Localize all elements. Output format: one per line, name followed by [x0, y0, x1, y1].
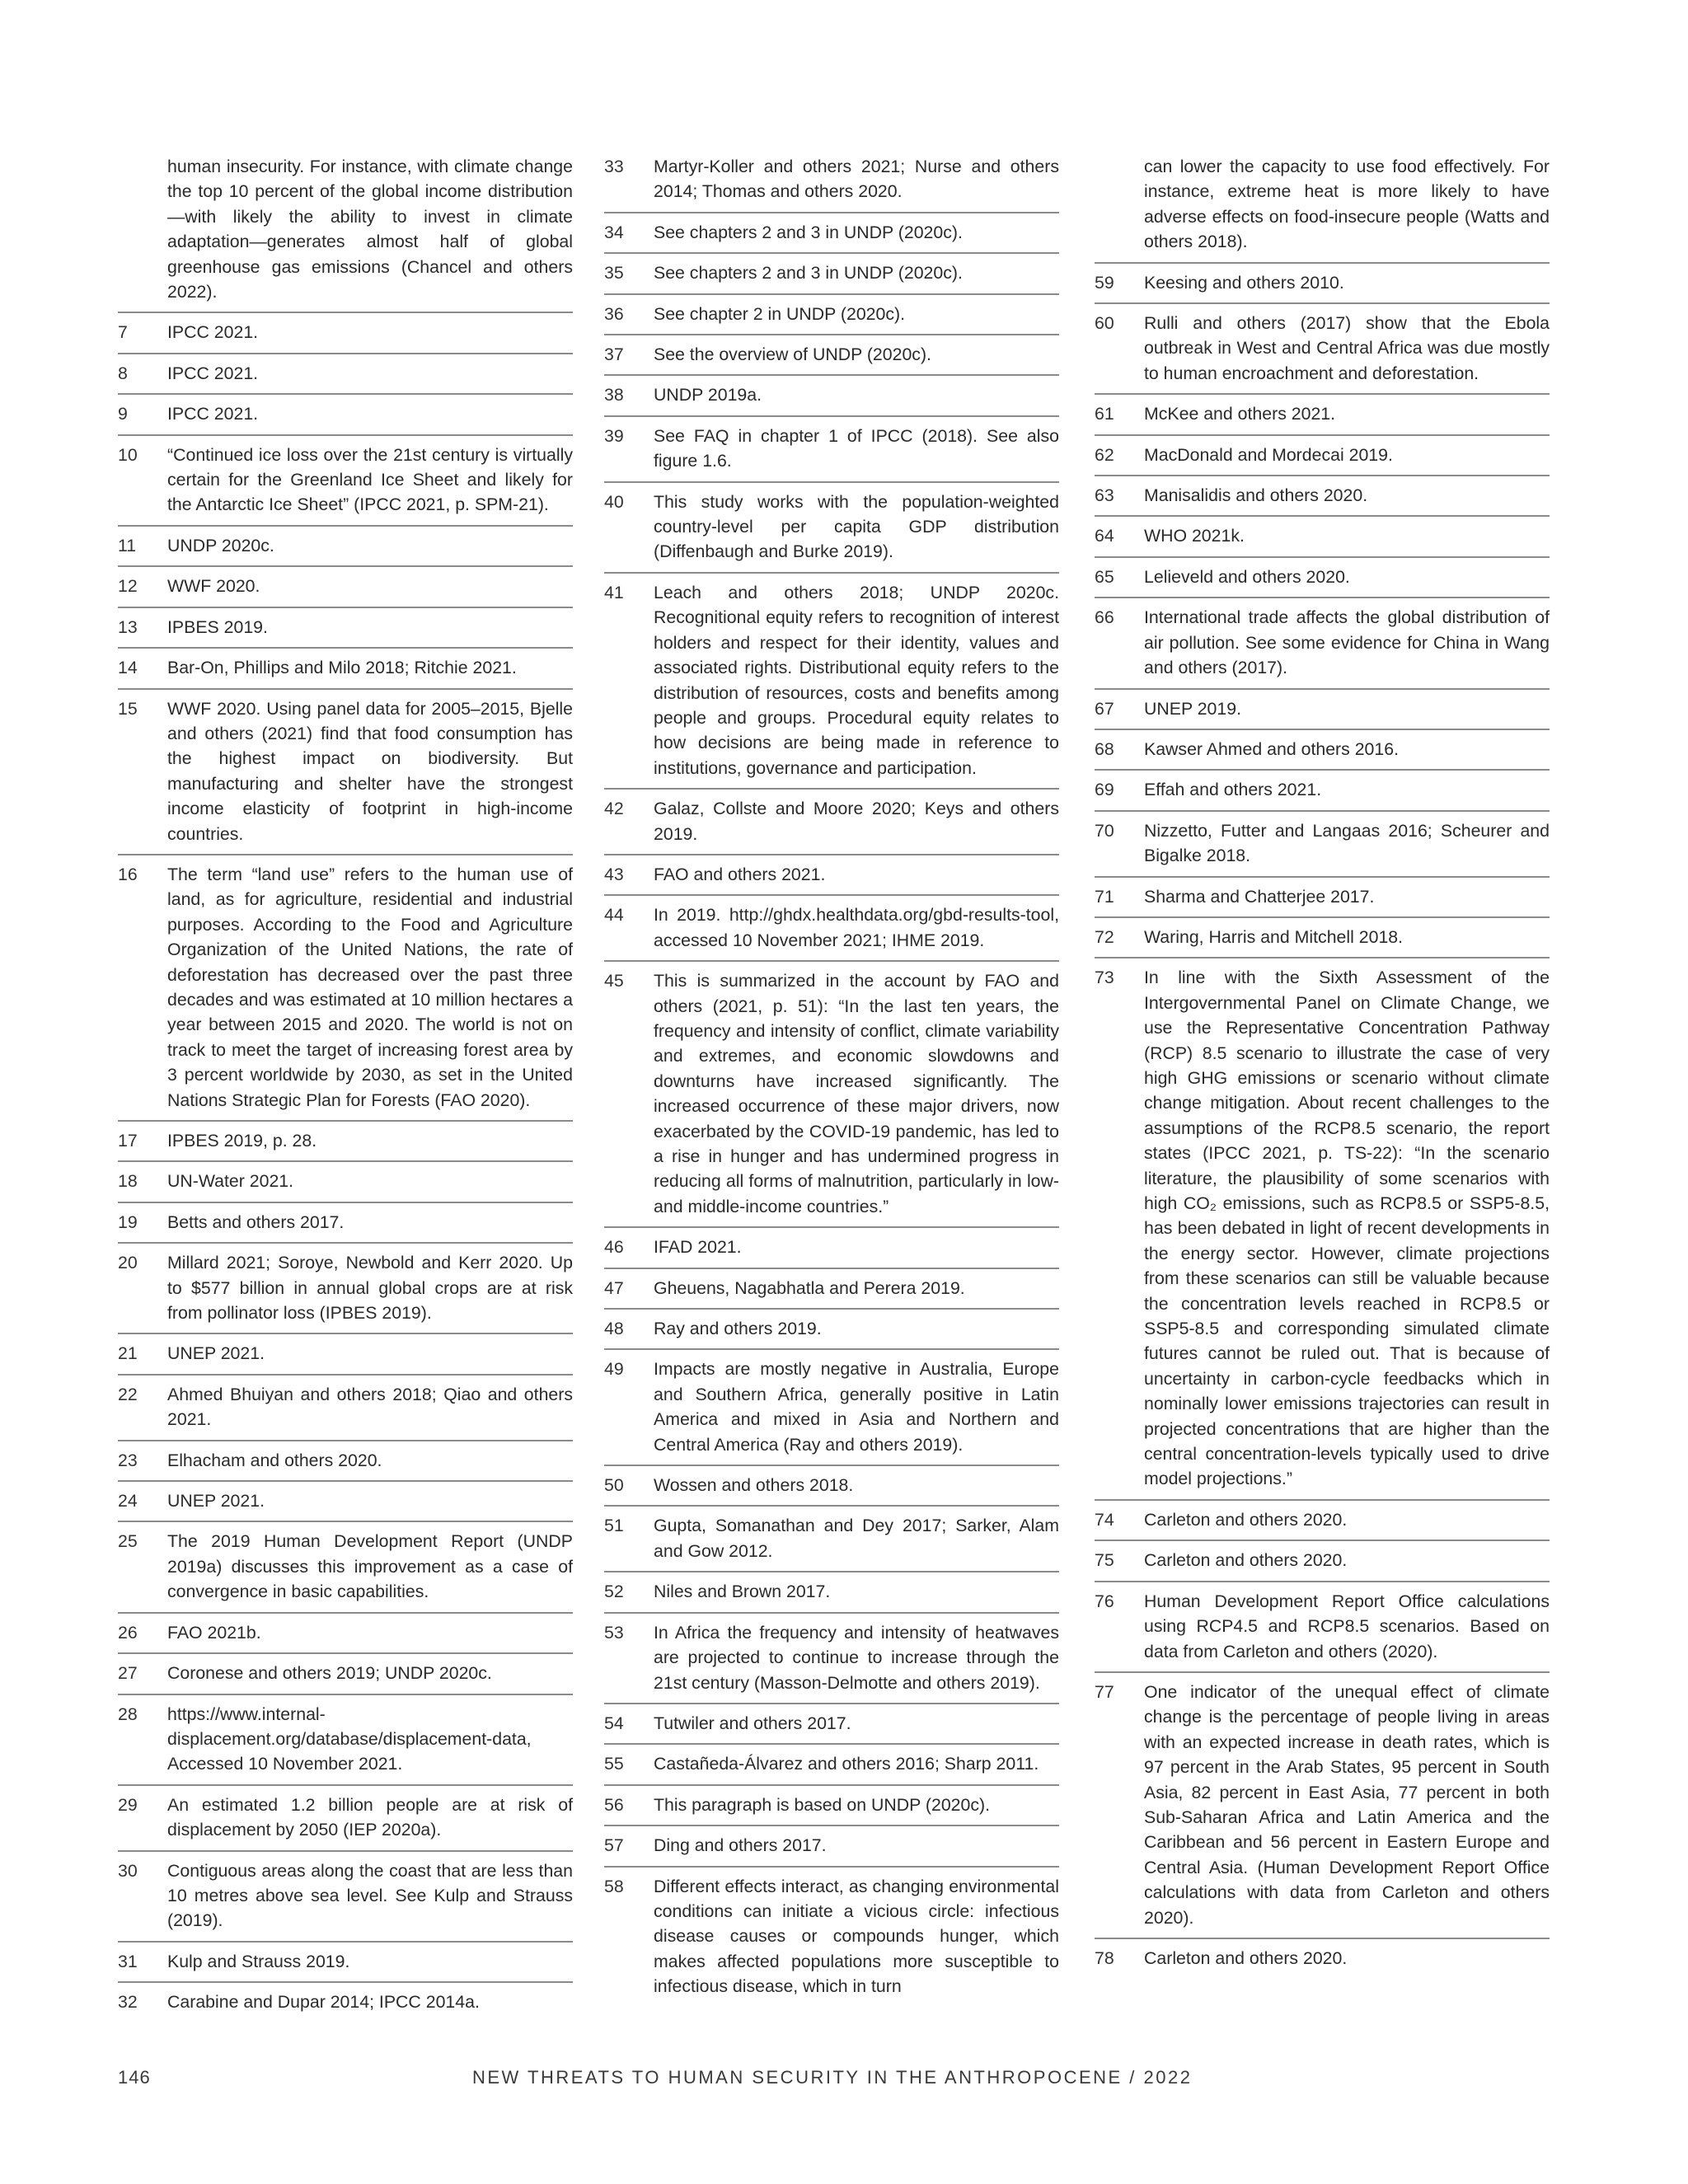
note-number: 16 [118, 864, 138, 884]
note-text: Rulli and others (2017) show that the Ebola outbreak in West and Central Africa was due mostly to human encroachment and deforestation. [1144, 313, 1550, 383]
note-text: IFAD 2021. [654, 1237, 742, 1258]
note-item [604, 574, 1059, 790]
note-text: See the overview of UNDP (2020c). [654, 344, 931, 365]
note-item [1095, 476, 1550, 517]
note-item [118, 1654, 573, 1694]
note-item [604, 855, 1059, 896]
note-number: 70 [1095, 820, 1114, 841]
note-item [604, 1350, 1059, 1466]
note-text: Carabine and Dupar 2014; IPCC 2014a. [167, 1992, 480, 2013]
note-number: 18 [118, 1171, 138, 1192]
note-text: Contiguous areas along the coast that are less than 10 metres above sea level. See Kulp and Strauss (2019). [167, 1860, 573, 1931]
note-text: Wossen and others 2018. [654, 1475, 854, 1496]
note-text: Carleton and others 2020. [1144, 1509, 1348, 1530]
note-number: 10 [118, 444, 138, 465]
note-text: Bar-On, Phillips and Milo 2018; Ritchie 2021. [167, 658, 517, 678]
note-number: 41 [604, 582, 624, 602]
note-number: 19 [118, 1212, 138, 1232]
note-item [604, 1310, 1059, 1350]
note-item [1095, 1939, 1550, 1978]
note-item [604, 1269, 1059, 1310]
note-text: See chapter 2 in UNDP (2020c). [654, 303, 906, 324]
note-text: UNEP 2021. [167, 1491, 265, 1511]
note-item [118, 527, 573, 567]
note-item [118, 1203, 573, 1244]
note-item [118, 1162, 573, 1202]
note-text: Sharma and Chatterjee 2017. [1144, 886, 1375, 907]
note-number: 43 [604, 864, 624, 884]
note-item [1095, 395, 1550, 435]
note-text: In line with the Sixth Assessment of the Intergovernmental Panel on Climate Change, we use the Representative Concentration Pathway (RCP) 8.5 scenario to illustrate the case of very high GHG emissions or scenario without climate change mitigation. About recent challenges to the assumptions of the RCP8.5 scenario, the report states (IPCC 2021, p. TS-22): “In the scenario literature, the plausibility of some scenarios with high CO₂ emissions, such as RCP8.5 or SSP5-8.5, has been debated in light of recent developments in the energy sector. However, climate projections from these scenarios can still be valuable because the concentration levels reached in RCP8.5 or SSP5-8.5 and corresponding simulated climate futures cannot be ruled out. That is because of uncertainty in carbon-cycle feedbacks which in nominally lower emissions trajectories can result in projected concentrations that are higher than the central concentration-levels typically used to drive model projections.” [1144, 968, 1550, 1489]
note-text: Niles and Brown 2017. [654, 1582, 831, 1602]
note-number: 20 [118, 1253, 138, 1273]
note-text: International trade affects the global distribution of air pollution. See some evidence for China in Wang and others (2017). [1144, 607, 1550, 678]
note-text: UNDP 2020c. [167, 535, 274, 555]
note-item [1095, 1582, 1550, 1673]
note-text: Kawser Ahmed and others 2016. [1144, 738, 1400, 759]
note-item [604, 1466, 1059, 1507]
note-number: 60 [1095, 313, 1114, 334]
note-item [604, 1507, 1059, 1572]
note-text: IPCC 2021. [167, 322, 259, 343]
note-text: UNEP 2019. [1144, 698, 1241, 719]
note-number: 69 [1095, 780, 1114, 800]
note-text: Ray and others 2019. [654, 1319, 822, 1339]
note-item [604, 1614, 1059, 1704]
note-item [604, 962, 1059, 1228]
note-number: 36 [604, 303, 624, 324]
note-item [1095, 304, 1550, 395]
note-text: Impacts are mostly negative in Australia, Europe and Southern Africa, generally positive in Latin America and mixed in Asia and Northern and Central America (Ray and others 2019). [654, 1359, 1059, 1455]
note-number: 66 [1095, 607, 1114, 628]
note-item [1095, 771, 1550, 811]
note-number: 52 [604, 1582, 624, 1602]
note-text: “Continued ice loss over the 21st century is virtually certain for the Greenland Ice Sheet and likely for the Antarctic Ice Sheet” (IPCC 2021, p. SPM-21). [167, 444, 573, 515]
note-text: Tutwiler and others 2017. [654, 1713, 851, 1733]
note-item [1095, 1501, 1550, 1541]
note-number: 17 [118, 1131, 138, 1151]
note-number: 14 [118, 658, 138, 678]
note-number: 67 [1095, 698, 1114, 719]
note-text: Castañeda-Álvarez and others 2016; Sharp 2011. [654, 1754, 1039, 1774]
note-number: 28 [118, 1704, 138, 1724]
note-number: 71 [1095, 886, 1114, 907]
note-number: 7 [118, 322, 128, 343]
note-number: 8 [118, 363, 128, 383]
note-number: 12 [118, 576, 138, 597]
note-item [1095, 1541, 1550, 1582]
note-text: UNEP 2021. [167, 1343, 265, 1364]
note-text: McKee and others 2021. [1144, 404, 1336, 424]
note-number: 35 [604, 263, 624, 284]
note-number: 64 [1095, 526, 1114, 546]
note-number: 46 [604, 1237, 624, 1258]
note-item [118, 395, 573, 435]
note-item [604, 417, 1059, 483]
note-item [118, 1786, 573, 1852]
note-number: 29 [118, 1794, 138, 1815]
note-number: 47 [604, 1277, 624, 1298]
note-text: The 2019 Human Development Report (UNDP 2019a) discusses this improvement as a case of convergence in basic capabilities. [167, 1531, 573, 1602]
note-item [118, 690, 573, 855]
note-text: This is summarized in the account by FAO and others (2021, p. 51): “In the last ten years, the frequency and intensity of conflict, climate variability and extremes, and economic slowdowns and downturns have increased significantly. The increased occurrence of these major drivers, now exacerbated by the COVID-19 pandemic, has led to a rise in hunger and has undermined progress in reducing all forms of malnutrition, particularly in low- and middle-income countries.” [654, 971, 1059, 1216]
note-item [118, 1695, 573, 1786]
note-item [118, 1244, 573, 1334]
note-number: 45 [604, 971, 624, 991]
note-continuation [1095, 154, 1550, 264]
note-item [604, 1786, 1059, 1826]
note-text: Nizzetto, Futter and Langaas 2016; Scheurer and Bigalke 2018. [1144, 820, 1550, 866]
note-text: This paragraph is based on UNDP (2020c). [654, 1794, 991, 1815]
note-item [118, 1122, 573, 1162]
note-item [1095, 264, 1550, 304]
note-number: 40 [604, 491, 624, 512]
note-text: IPBES 2019, p. 28. [167, 1131, 317, 1151]
note-text: Ding and others 2017. [654, 1835, 827, 1856]
note-text: Keesing and others 2010. [1144, 272, 1344, 293]
note-item [604, 790, 1059, 855]
note-text: WHO 2021k. [1144, 526, 1245, 546]
note-text: Lelieveld and others 2020. [1144, 566, 1350, 587]
note-number: 37 [604, 344, 624, 365]
note-number: 26 [118, 1622, 138, 1643]
note-number: 76 [1095, 1591, 1114, 1611]
note-item [604, 376, 1059, 416]
note-text: UNDP 2019a. [654, 385, 762, 405]
note-number: 68 [1095, 738, 1114, 759]
note-number: 38 [604, 385, 624, 405]
note-number: 21 [118, 1343, 138, 1364]
note-number: 25 [118, 1531, 138, 1552]
note-number: 15 [118, 698, 138, 719]
note-item [118, 354, 573, 395]
note-number: 49 [604, 1359, 624, 1380]
note-number: 55 [604, 1754, 624, 1774]
note-number: 61 [1095, 404, 1114, 424]
note-text: In 2019. http://ghdx.healthdata.org/gbd-results-tool, accessed 10 November 2021; IHME 2019. [654, 905, 1059, 950]
note-text: The term “land use” refers to the human use of land, as for agriculture, residential and industrial purposes. According to the Food and Agriculture Organization of the United Nations, the rate of deforestation has decreased over the past three decades and was estimated at 10 million hectares a year between 2015 and 2020. The world is not on track to meet the target of increasing forest area by 3 percent worldwide by 2030, as set in the United Nations Strategic Plan for Forests (FAO 2020). [167, 864, 573, 1110]
note-text: Effah and others 2021. [1144, 780, 1322, 800]
note-number: 77 [1095, 1681, 1114, 1702]
note-item [118, 1614, 573, 1654]
note-item [118, 1983, 573, 2022]
note-number: 48 [604, 1319, 624, 1339]
note-text: UN-Water 2021. [167, 1171, 294, 1192]
note-text: In Africa the frequency and intensity of heatwaves are projected to continue to increase through the 21st century (Masson-Delmotte and others 2019). [654, 1622, 1059, 1693]
note-text: See chapters 2 and 3 in UNDP (2020c). [654, 263, 963, 284]
note-number: 54 [604, 1713, 624, 1733]
note-number: 74 [1095, 1509, 1114, 1530]
note-item [604, 1228, 1059, 1268]
note-text: Gupta, Somanathan and Dey 2017; Sarker, Alam and Gow 2012. [654, 1516, 1059, 1561]
note-item [604, 213, 1059, 254]
note-number: 73 [1095, 968, 1114, 988]
note-item [118, 1852, 573, 1943]
note-item [118, 1334, 573, 1375]
note-text: Gheuens, Nagabhatla and Perera 2019. [654, 1277, 965, 1298]
note-number: 75 [1095, 1550, 1114, 1571]
note-text: https://www.internal-displacement.org/database/displacement-data, Accessed 10 November 2021. [167, 1704, 532, 1774]
note-text: WWF 2020. [167, 576, 260, 597]
note-item [118, 1943, 573, 1983]
notes-column-2 [604, 154, 1059, 2007]
note-number: 51 [604, 1516, 624, 1536]
note-text: Human Development Report Office calculations using RCP4.5 and RCP8.5 scenarios. Based on data from Carleton and others (2020). [1144, 1591, 1550, 1661]
note-text: Waring, Harris and Mitchell 2018. [1144, 926, 1404, 947]
note-item [1095, 730, 1550, 771]
note-number: 34 [604, 222, 624, 242]
note-item [118, 649, 573, 689]
note-number: 57 [604, 1835, 624, 1856]
note-text: IPCC 2021. [167, 404, 259, 424]
note-number: 32 [118, 1992, 138, 2013]
note-number: 23 [118, 1450, 138, 1470]
note-text: can lower the capacity to use food effectively. For instance, extreme heat is more likely to have adverse effects on food-insecure people (Watts and others 2018). [1144, 157, 1550, 252]
note-text: Millard 2021; Soroye, Newbold and Kerr 2020. Up to $577 billion in annual global crops are at risk from pollinator loss (IPBES 2019). [167, 1253, 573, 1324]
note-item [604, 483, 1059, 574]
note-text: This study works with the population-weighted country-level per capita GDP distribution (Diffenbaugh and Burke 2019). [654, 491, 1059, 562]
note-item [118, 855, 573, 1122]
note-item [1095, 598, 1550, 689]
page-number: 146 [118, 2067, 151, 2088]
note-text: Manisalidis and others 2020. [1144, 485, 1368, 506]
note-number: 63 [1095, 485, 1114, 506]
note-text: IPBES 2019. [167, 616, 268, 637]
note-text: Galaz, Collste and Moore 2020; Keys and others 2019. [654, 799, 1059, 844]
note-item [604, 335, 1059, 376]
note-text: Elhacham and others 2020. [167, 1450, 382, 1470]
note-text: Carleton and others 2020. [1144, 1550, 1348, 1571]
note-text: WWF 2020. Using panel data for 2005–2015, Bjelle and others (2021) find that food consumption has the highest impact on biodiversity. But manufacturing and shelter have the strongest income elasticity of footprint in high-income countries. [167, 698, 573, 844]
note-text: IPCC 2021. [167, 363, 259, 383]
note-item [118, 567, 573, 607]
note-number: 39 [604, 425, 624, 446]
note-item [1095, 558, 1550, 598]
note-number: 78 [1095, 1947, 1114, 1968]
note-number: 22 [118, 1384, 138, 1404]
note-item [118, 1376, 573, 1441]
notes-column-3 [1095, 154, 1550, 1978]
notes-column-1 [118, 154, 573, 2022]
note-text: Different effects interact, as changing environmental conditions can initiate a vicious circle: infectious disease causes or compounds hunger, which makes affected populations more susceptible to infectious disease, which in turn [654, 1876, 1059, 1997]
note-text: human insecurity. For instance, with climate change the top 10 percent of the global income distribution—with likely the ability to invest in climate adaptation—generates almost half of global greenhouse gas emissions (Chancel and others 2022). [167, 157, 573, 302]
note-number: 30 [118, 1860, 138, 1881]
note-number: 24 [118, 1491, 138, 1511]
page-footer [118, 2067, 1570, 2100]
note-text: Carleton and others 2020. [1144, 1947, 1348, 1968]
note-text: Martyr-Koller and others 2021; Nurse and others 2014; Thomas and others 2020. [654, 157, 1059, 202]
note-text: Coronese and others 2019; UNDP 2020c. [167, 1663, 492, 1684]
note-text: Ahmed Bhuiyan and others 2018; Qiao and others 2021. [167, 1384, 573, 1430]
note-number: 31 [118, 1951, 138, 1971]
note-item [604, 896, 1059, 962]
note-text: See chapters 2 and 3 in UNDP (2020c). [654, 222, 963, 242]
note-item [118, 1522, 573, 1613]
note-continuation [118, 154, 573, 313]
note-number: 27 [118, 1663, 138, 1684]
note-item [1095, 690, 1550, 730]
note-item [604, 295, 1059, 335]
note-number: 9 [118, 404, 128, 424]
note-number: 42 [604, 799, 624, 819]
note-item [1095, 1673, 1550, 1939]
note-item [118, 1482, 573, 1522]
note-item [1095, 958, 1550, 1501]
note-item [604, 154, 1059, 213]
note-item [604, 1704, 1059, 1745]
note-text: Leach and others 2018; UNDP 2020c. Recognitional equity refers to recognition of interest holders and respect for their identity, values and associated rights. Distributional equity refers to the distribution of resources, costs and benefits among people and groups. Procedural equity relates to how decisions are being made in reference to institutions, governance and participation. [654, 582, 1059, 778]
note-item [604, 1868, 1059, 2007]
note-number: 65 [1095, 566, 1114, 587]
note-text: FAO and others 2021. [654, 864, 826, 884]
note-number: 72 [1095, 926, 1114, 947]
note-number: 11 [118, 535, 137, 555]
note-text: MacDonald and Mordecai 2019. [1144, 444, 1393, 465]
note-text: Betts and others 2017. [167, 1212, 345, 1232]
note-item [118, 1441, 573, 1482]
note-item [1095, 517, 1550, 557]
note-number: 56 [604, 1794, 624, 1815]
note-number: 53 [604, 1622, 624, 1643]
note-item [118, 313, 573, 354]
note-text: An estimated 1.2 billion people are at risk of displacement by 2050 (IEP 2020a). [167, 1794, 573, 1840]
note-item [1095, 812, 1550, 878]
note-number: 62 [1095, 444, 1114, 465]
note-number: 13 [118, 616, 138, 637]
note-number: 58 [604, 1876, 624, 1896]
note-item [604, 1572, 1059, 1613]
note-text: One indicator of the unequal effect of climate change is the percentage of people living in areas with an expected increase in death rates, which is 97 percent in the Arab States, 95 percent in South Asia, 82 percent in East Asia, 77 percent in both Sub-Saharan Africa and Latin America and the Caribbean and 56 percent in Eastern Europe and Central Asia. (Human Development Report Office calculations with data from Carleton and others 2020). [1144, 1681, 1550, 1928]
note-item [1095, 918, 1550, 958]
note-item [118, 608, 573, 649]
note-item [604, 1826, 1059, 1867]
note-text: See FAQ in chapter 1 of IPCC (2018). See also figure 1.6. [654, 425, 1059, 471]
note-number: 59 [1095, 272, 1114, 293]
note-text: Kulp and Strauss 2019. [167, 1951, 350, 1971]
note-text: FAO 2021b. [167, 1622, 261, 1643]
note-item [1095, 436, 1550, 476]
running-title: NEW THREATS TO HUMAN SECURITY IN THE ANTHROPOCENE / 2022 [472, 2067, 1193, 2088]
note-number: 33 [604, 157, 624, 176]
note-number: 50 [604, 1475, 624, 1496]
note-item [604, 254, 1059, 294]
note-item [1095, 878, 1550, 918]
note-number: 44 [604, 905, 624, 926]
note-item [604, 1745, 1059, 1785]
note-item [118, 436, 573, 527]
